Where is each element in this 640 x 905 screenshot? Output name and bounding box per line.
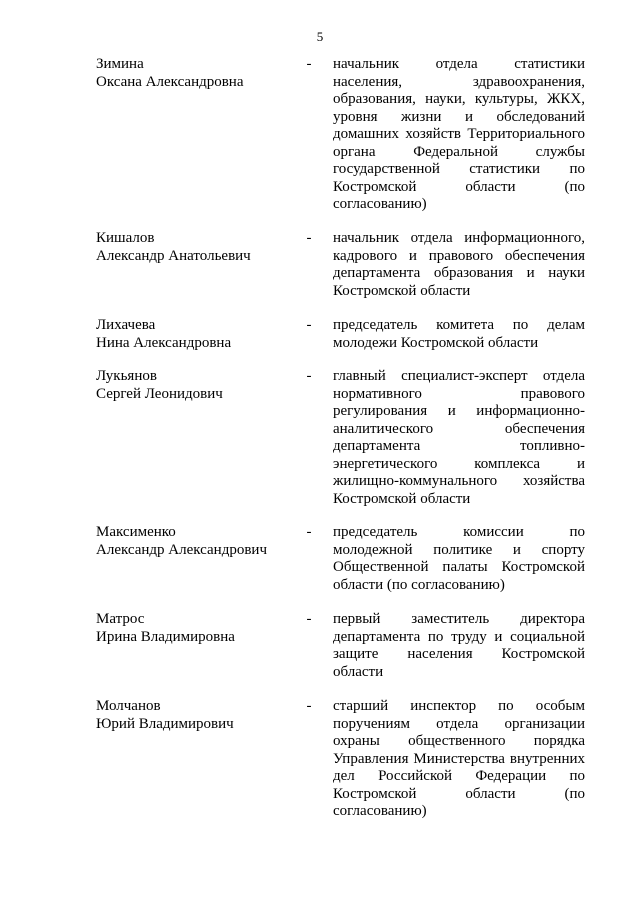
separator-dash: - xyxy=(306,56,312,72)
member-name xyxy=(96,56,301,91)
position-line: энергетического комплекса и xyxy=(333,455,585,472)
member-name xyxy=(96,698,301,733)
position-line: регулирования и информационно- xyxy=(333,403,585,419)
separator-dash: - xyxy=(306,698,312,714)
member-given-names: Оксана Александровна xyxy=(96,73,244,90)
member-given-names: Александр Анатольевич xyxy=(96,247,251,264)
position-line: начальник отдела статистики xyxy=(333,56,585,72)
position-line: кадрового и правового обеспечения xyxy=(333,247,585,264)
position-line: Костромской области xyxy=(333,282,471,299)
position-line: департамента образования и науки xyxy=(333,265,585,281)
position-line: поручениям отдела организации xyxy=(333,715,585,732)
member-position xyxy=(333,368,585,508)
member-name xyxy=(96,317,301,352)
position-line: области xyxy=(333,663,384,680)
member-position xyxy=(333,524,585,594)
member-position xyxy=(333,611,585,681)
position-line: председатель комиссии по xyxy=(333,524,585,540)
position-line: Костромской области (по xyxy=(333,785,585,802)
position-line: Общественной палаты Костромской xyxy=(333,559,585,575)
position-line: Костромской области (по xyxy=(333,178,585,195)
member-given-names: Нина Александровна xyxy=(96,334,232,351)
member-name xyxy=(96,230,301,265)
position-line: государственной статистики по xyxy=(333,161,585,177)
position-line: области (по согласованию) xyxy=(333,576,505,593)
separator-dash: - xyxy=(306,317,312,333)
member-surname: Молчанов xyxy=(96,698,161,714)
position-line: жилищно-коммунального хозяйства xyxy=(333,473,585,489)
member-given-names: Сергей Леонидович xyxy=(96,385,223,402)
position-line: Костромской области xyxy=(333,490,471,507)
member-position xyxy=(333,698,585,821)
member-name xyxy=(96,524,301,559)
position-line: первый заместитель директора xyxy=(333,611,585,627)
member-given-names: Александр Александрович xyxy=(96,541,267,558)
position-line: нормативного правового xyxy=(333,385,585,402)
position-line: охраны общественного порядка xyxy=(333,733,585,749)
position-line: органа Федеральной службы xyxy=(333,143,585,160)
position-line: председатель комитета по делам xyxy=(333,317,585,333)
position-line: дел Российской Федерации по xyxy=(333,768,585,784)
page-number: 5 xyxy=(316,29,324,44)
member-given-names: Юрий Владимирович xyxy=(96,715,234,732)
member-position xyxy=(333,56,585,214)
separator-dash: - xyxy=(306,611,312,627)
member-position xyxy=(333,317,585,352)
member-surname: Лукьянов xyxy=(96,368,157,384)
position-line: защите населения Костромской xyxy=(333,646,585,662)
member-surname: Зимина xyxy=(96,56,144,72)
position-line: главный специалист-эксперт отдела xyxy=(333,368,585,384)
position-line: начальник отдела информационного, xyxy=(333,230,585,246)
separator-dash: - xyxy=(306,368,312,384)
separator-dash: - xyxy=(306,230,312,246)
position-line: согласованию) xyxy=(333,803,427,819)
position-line: старший инспектор по особым xyxy=(333,698,585,714)
member-name xyxy=(96,368,301,403)
member-surname: Кишалов xyxy=(96,230,155,246)
position-line: Управления Министерства внутренних xyxy=(333,750,585,767)
member-surname: Максименко xyxy=(96,524,176,540)
member-surname: Лихачева xyxy=(96,317,156,333)
position-line: домашних хозяйств Территориального xyxy=(333,126,585,142)
member-surname: Матрос xyxy=(96,611,145,627)
position-line: молодежной политике и спорту xyxy=(333,541,585,558)
member-given-names: Ирина Владимировна xyxy=(96,628,235,645)
position-line: молодежи Костромской области xyxy=(333,334,539,351)
position-line: образования, науки, культуры, ЖКХ, xyxy=(333,91,585,107)
position-line: согласованию) xyxy=(333,196,427,212)
position-line: департамента по труду и социальной xyxy=(333,628,585,645)
position-line: департамента топливно- xyxy=(333,438,585,454)
position-line: уровня жизни и обследований xyxy=(333,108,585,125)
member-name xyxy=(96,611,301,646)
position-line: населения, здравоохранения, xyxy=(333,73,585,90)
member-position xyxy=(333,230,585,300)
separator-dash: - xyxy=(306,524,312,540)
position-line: аналитического обеспечения xyxy=(333,420,585,437)
